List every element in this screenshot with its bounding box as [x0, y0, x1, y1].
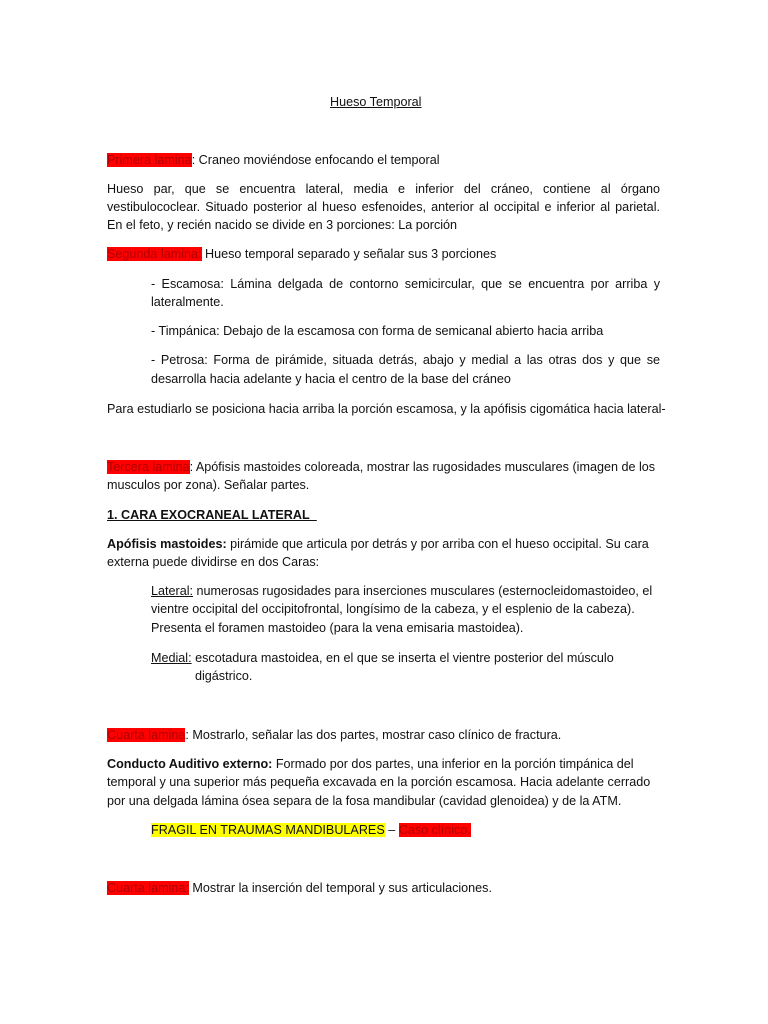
fragil-line [151, 822, 471, 838]
primera-lamina-line [107, 152, 440, 168]
cuarta-lamina-2-line [107, 880, 492, 896]
timpanica-line: - Timpánica: Debajo de la escamosa con forma de semicanal abierto hacia arriba [151, 324, 604, 338]
lateral-line-3: Presenta el foramen mastoideo (para la vena emisaria mastoidea). [151, 621, 524, 635]
segunda-lamina-line [107, 246, 496, 262]
lateral-label: Lateral: [151, 584, 194, 598]
petrosa-line-1: - Petrosa: Forma de pirámide, situada detrás, abajo y medial a las otras dos y que se [151, 353, 660, 367]
tercera-lamina-tag: Tercera lamina [107, 460, 190, 474]
medial-line-1 [151, 650, 614, 666]
intro-paragraph-line-1: Hueso par, que se encuentra lateral, media e inferior del cráneo, contiene al órgano [107, 182, 660, 196]
conducto-line-2: temporal y una superior más pequeña excavada en la porción escamosa. Hacia adelante cerrado [107, 775, 651, 789]
cuarta-lamina-line [107, 727, 561, 743]
tercera-lamina-line-1 [107, 459, 655, 475]
apofisis-line-1 [107, 536, 649, 552]
medial-label: Medial: [151, 651, 192, 665]
medial-text-1: escotadura mastoidea, en el que se inserta el vientre posterior del músculo [191, 651, 614, 665]
fragil-dash: – [384, 823, 399, 837]
intro-paragraph-line-2: vestibulococlear. Situado posterior al hueso esfenoides, anterior al occipital e inferior al parietal. [107, 200, 660, 214]
primera-lamina-text: : Craneo moviéndose enfocando el temporal [191, 153, 440, 167]
primera-lamina-tag: Primera lamina [107, 153, 192, 167]
tercera-lamina-text-1: : Apófisis mastoides coloreada, mostrar las rugosidades musculares (imagen de los [189, 460, 656, 474]
apofisis-line-2: externa puede dividirse en dos Caras: [107, 555, 320, 569]
section-heading-cara-exocraneal: 1. CARA EXOCRANEAL LATERAL_ [107, 508, 317, 522]
cuarta-lamina-text: : Mostrarlo, señalar las dos partes, mostrar caso clínico de fractura. [185, 728, 562, 742]
lateral-line-1 [151, 583, 652, 599]
intro-paragraph-line-3: En el feto, y recién nacido se divide en 3 porciones: La porción [107, 218, 458, 232]
escamosa-line-2: lateralmente. [151, 295, 224, 309]
escamosa-line-1: - Escamosa: Lámina delgada de contorno semicircular, que se encuentra por arriba y [151, 277, 660, 291]
document-title: Hueso Temporal [330, 95, 422, 109]
lateral-text-1: numerosas rugosidades para inserciones musculares (esternocleidomastoideo, el [193, 584, 653, 598]
caso-clinico-highlight: Caso clínico. [398, 823, 471, 837]
cuarta-lamina-2-tag: Cuarta lamina: [107, 881, 189, 895]
segunda-lamina-tag: Segunda lamina: [107, 247, 202, 261]
conducto-text-1: Formado por dos partes, una inferior en la porción timpánica del [272, 757, 634, 771]
medial-line-2: digástrico. [195, 669, 253, 683]
fragil-highlight: FRAGIL EN TRAUMAS MANDIBULARES [151, 823, 385, 837]
cuarta-lamina-2-text: Mostrar la inserción del temporal y sus articulaciones. [188, 881, 492, 895]
conducto-line-3: por una delgada lámina ósea separa de la fosa mandibular (cavidad glenoidea) y de la ATM. [107, 794, 622, 808]
cuarta-lamina-tag: Cuarta lamina [107, 728, 186, 742]
tercera-lamina-line-2: musculos por zona). Señalar partes. [107, 478, 310, 492]
petrosa-line-2: desarrolla hacia adelante y hacia el centro de la base del cráneo [151, 372, 511, 386]
apofisis-text-1: pirámide que articula por detrás y por arriba con el hueso occipital. Su cara [226, 537, 649, 551]
apofisis-label: Apófisis mastoides: [107, 537, 227, 551]
segunda-lamina-text: Hueso temporal separado y señalar sus 3 porciones [201, 247, 497, 261]
estudio-paragraph: Para estudiarlo se posiciona hacia arriba la porción escamosa, y la apófisis cigomática hacia lateral- [107, 402, 666, 416]
lateral-line-2: vientre occipital del occipitofrontal, longísimo de la cabeza, y el esplenio de la cabeza). [151, 602, 635, 616]
conducto-label: Conducto Auditivo externo: [107, 757, 273, 771]
conducto-line-1 [107, 756, 634, 772]
